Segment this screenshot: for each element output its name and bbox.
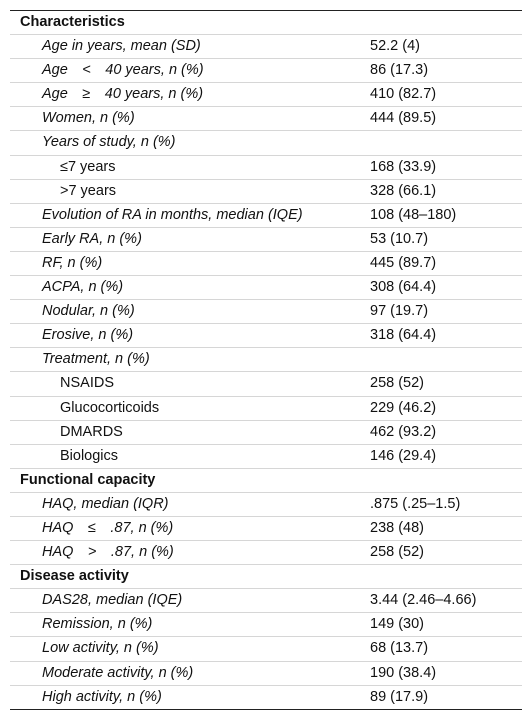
row-label: Age in years, mean (SD)	[42, 38, 201, 55]
row-value: 3.44 (2.46–4.66)	[370, 592, 477, 609]
row-label: ≤7 years	[60, 158, 116, 175]
row-label: Age ≥ 40 years, n (%)	[42, 86, 204, 103]
table-row	[10, 661, 522, 685]
row-label: Moderate activity, n (%)	[42, 664, 194, 681]
row-value: 149 (30)	[370, 616, 425, 633]
row-value: 168 (33.9)	[370, 158, 437, 175]
row-value: 258 (52)	[370, 375, 425, 392]
row-value: 53 (10.7)	[370, 230, 429, 247]
section-title: Characteristics	[20, 14, 125, 30]
table-row	[10, 155, 522, 179]
row-value: 97 (19.7)	[370, 303, 429, 320]
table-row	[10, 130, 522, 154]
row-value: 68 (13.7)	[370, 640, 429, 657]
row-label: Low activity, n (%)	[42, 640, 159, 657]
row-label: ACPA, n (%)	[42, 279, 124, 296]
table-row	[10, 347, 522, 371]
row-value: 108 (48–180)	[370, 206, 457, 223]
table-section-header	[10, 11, 522, 34]
row-value: 318 (64.4)	[370, 327, 437, 344]
row-value: 444 (89.5)	[370, 110, 437, 127]
table-row	[10, 82, 522, 106]
row-label: HAQ > .87, n (%)	[42, 544, 174, 561]
row-label: Evolution of RA in months, median (IQE)	[42, 206, 303, 223]
table-row	[10, 251, 522, 275]
table-row	[10, 371, 522, 395]
table-row	[10, 420, 522, 444]
row-value: .875 (.25–1.5)	[370, 495, 461, 512]
row-value: 328 (66.1)	[370, 182, 437, 199]
table-section-header	[10, 468, 522, 492]
row-label: Glucocorticoids	[60, 399, 160, 416]
row-value: 229 (46.2)	[370, 399, 437, 416]
row-value: 410 (82.7)	[370, 86, 437, 103]
row-value: 86 (17.3)	[370, 62, 429, 79]
table-row	[10, 636, 522, 660]
row-label: RF, n (%)	[42, 254, 103, 271]
row-value: 238 (48)	[370, 519, 425, 536]
row-value: 445 (89.7)	[370, 254, 437, 271]
table-row	[10, 34, 522, 58]
row-label: Treatment, n (%)	[42, 351, 150, 368]
row-label: Age < 40 years, n (%)	[42, 62, 204, 79]
table-row	[10, 299, 522, 323]
table-section-header	[10, 564, 522, 588]
row-value: 308 (64.4)	[370, 279, 437, 296]
row-value: 258 (52)	[370, 544, 425, 561]
table-row	[10, 540, 522, 564]
row-label: Years of study, n (%)	[42, 134, 176, 151]
table-row	[10, 444, 522, 468]
section-title: Disease activity	[20, 568, 129, 585]
table-row	[10, 227, 522, 251]
row-label: >7 years	[60, 182, 117, 199]
table-row	[10, 685, 522, 709]
characteristics-table	[10, 10, 522, 710]
row-value: 146 (29.4)	[370, 447, 437, 464]
section-title: Functional capacity	[20, 471, 156, 488]
table-row	[10, 179, 522, 203]
row-label: Remission, n (%)	[42, 616, 153, 633]
table-row	[10, 588, 522, 612]
row-label: DMARDS	[60, 423, 123, 440]
row-label: HAQ ≤ .87, n (%)	[42, 519, 174, 536]
row-label: DAS28, median (IQE)	[42, 592, 183, 609]
row-label: High activity, n (%)	[42, 688, 162, 705]
table-row	[10, 396, 522, 420]
row-label: NSAIDS	[60, 375, 114, 392]
table-row	[10, 323, 522, 347]
row-label: Biologics	[60, 447, 119, 464]
row-value: 462 (93.2)	[370, 423, 437, 440]
table-row	[10, 58, 522, 82]
row-label: Nodular, n (%)	[42, 303, 135, 320]
row-value: 190 (38.4)	[370, 664, 437, 681]
row-value: 52.2 (4)	[370, 38, 420, 55]
row-value: 89 (17.9)	[370, 688, 429, 705]
table-row	[10, 203, 522, 227]
row-label: Women, n (%)	[42, 110, 135, 127]
table-row	[10, 275, 522, 299]
row-label: Early RA, n (%)	[42, 230, 142, 247]
row-label: Erosive, n (%)	[42, 327, 134, 344]
table-row	[10, 106, 522, 130]
row-label: HAQ, median (IQR)	[42, 495, 169, 512]
table-row	[10, 492, 522, 516]
table-row	[10, 612, 522, 636]
table-row	[10, 516, 522, 540]
